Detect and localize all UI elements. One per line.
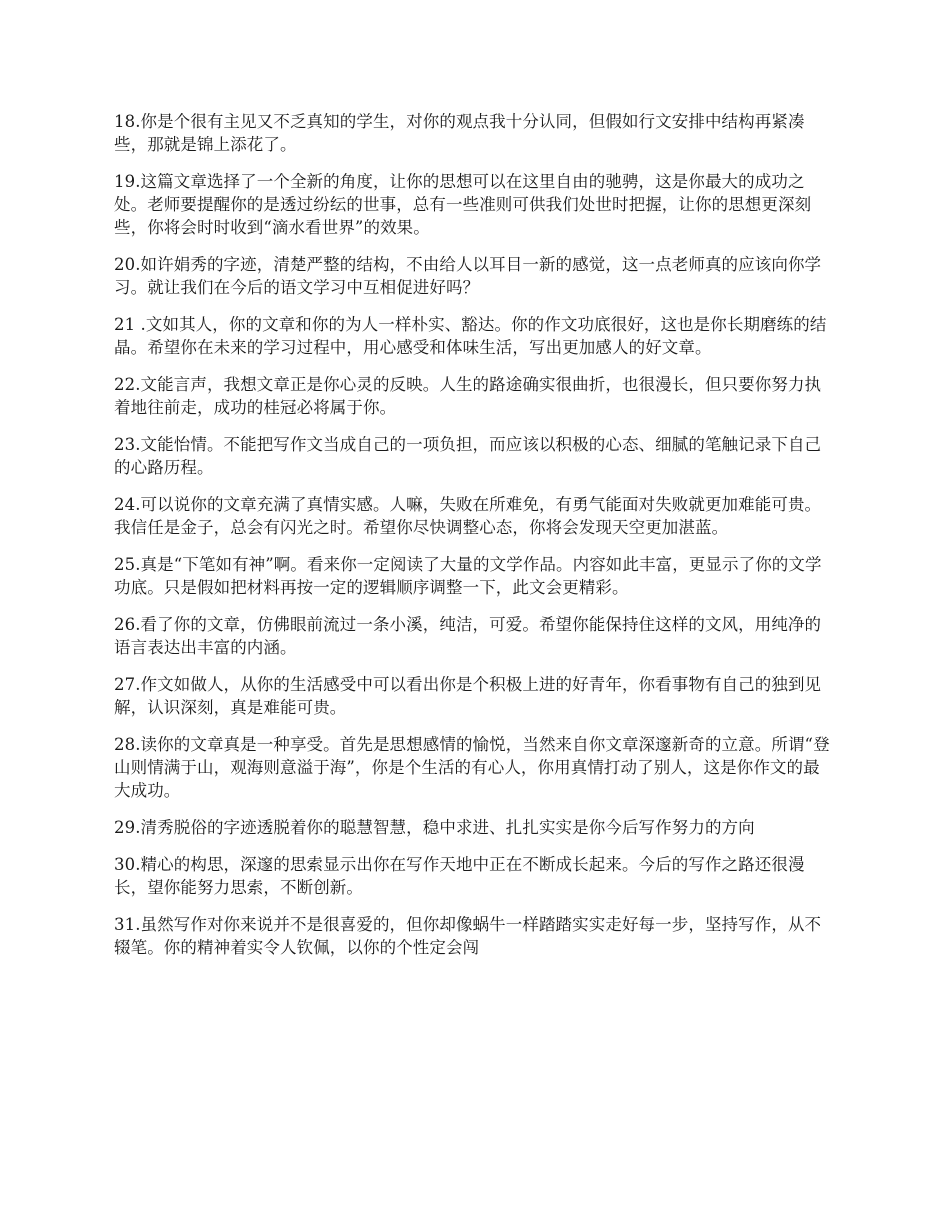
comment-paragraph-19: 19.这篇文章选择了一个全新的角度，让你的思想可以在这里自由的驰骋，这是你最大的成功之处。老师要提醒你的是透过纷纭的世事，总有一些准则可供我们处世时把握，让你的思想更深刻些，你将会时时收到“滴水看世界”的效果。 — [114, 172, 812, 237]
comment-paragraph-28: 28.读你的文章真是一种享受。首先是思想感情的愉悦，当然来自你文章深邃新奇的立意。所谓“登山则情满于山，观海则意溢于海”，你是个生活的有心人，你用真情打动了别人，这是你作文的最大成功。 — [114, 735, 830, 800]
document-body — [114, 110, 832, 973]
comment-paragraph-31: 31.虽然写作对你来说并不是很喜爱的，但你却像蜗牛一样踏踏实实走好每一步，坚持写作，从不辍笔。你的精神着实令人钦佩，以你的个性定会闯 — [114, 915, 822, 957]
comment-paragraph-18: 18.你是个很有主见又不乏真知的学生，对你的观点我十分认同，但假如行文安排中结构再紧凑些，那就是锦上添花了。 — [114, 112, 805, 154]
comment-paragraph-21: 21 .文如其人，你的文章和你的为人一样朴实、豁达。你的作文功底很好，这也是你长期磨练的结晶。希望你在未来的学习过程中，用心感受和体味生活，写出更加感人的好文章。 — [114, 315, 827, 357]
comment-paragraph-22: 22.文能言声，我想文章正是你心灵的反映。人生的路途确实很曲折，也很漫长，但只要你努力执着地往前走，成功的桂冠必将属于你。 — [114, 375, 822, 417]
comment-paragraph-25: 25.真是“下笔如有神”啊。看来你一定阅读了大量的文学作品。内容如此丰富，更显示了你的文学功底。只是假如把材料再按一定的逻辑顺序调整一下，此文会更精彩。 — [114, 555, 822, 597]
comment-paragraph-24: 24.可以说你的文章充满了真情实感。人嘛，失败在所难免，有勇气能面对失败就更加难能可贵。我信任是金子，总会有闪光之时。希望你尽快调整心态，你将会发现天空更加湛蓝。 — [114, 495, 822, 537]
comment-paragraph-20: 20.如许娟秀的字迹，清楚严整的结构，不由给人以耳目一新的感觉，这一点老师真的应该向你学习。就让我们在今后的语文学习中互相促进好吗？ — [114, 255, 822, 297]
comment-paragraph-23: 23.文能怡情。不能把写作文当成自己的一项负担，而应该以积极的心态、细腻的笔触记录下自己的心路历程。 — [114, 435, 822, 477]
comment-paragraph-29: 29.清秀脱俗的字迹透脱着你的聪慧智慧，稳中求进、扎扎实实是你今后写作努力的方向 — [114, 818, 755, 837]
comment-paragraph-30: 30.精心的构思，深邃的思索显示出你在写作天地中正在不断成长起来。今后的写作之路还很漫长，望你能努力思索，不断创新。 — [114, 855, 805, 897]
comment-paragraph-26: 26.看了你的文章，仿佛眼前流过一条小溪，纯洁，可爱。希望你能保持住这样的文风，用纯净的语言表达出丰富的内涵。 — [114, 615, 822, 657]
comment-paragraph-27: 27.作文如做人，从你的生活感受中可以看出你是个积极上进的好青年，你看事物有自己的独到见解，认识深刻，真是难能可贵。 — [114, 675, 822, 717]
